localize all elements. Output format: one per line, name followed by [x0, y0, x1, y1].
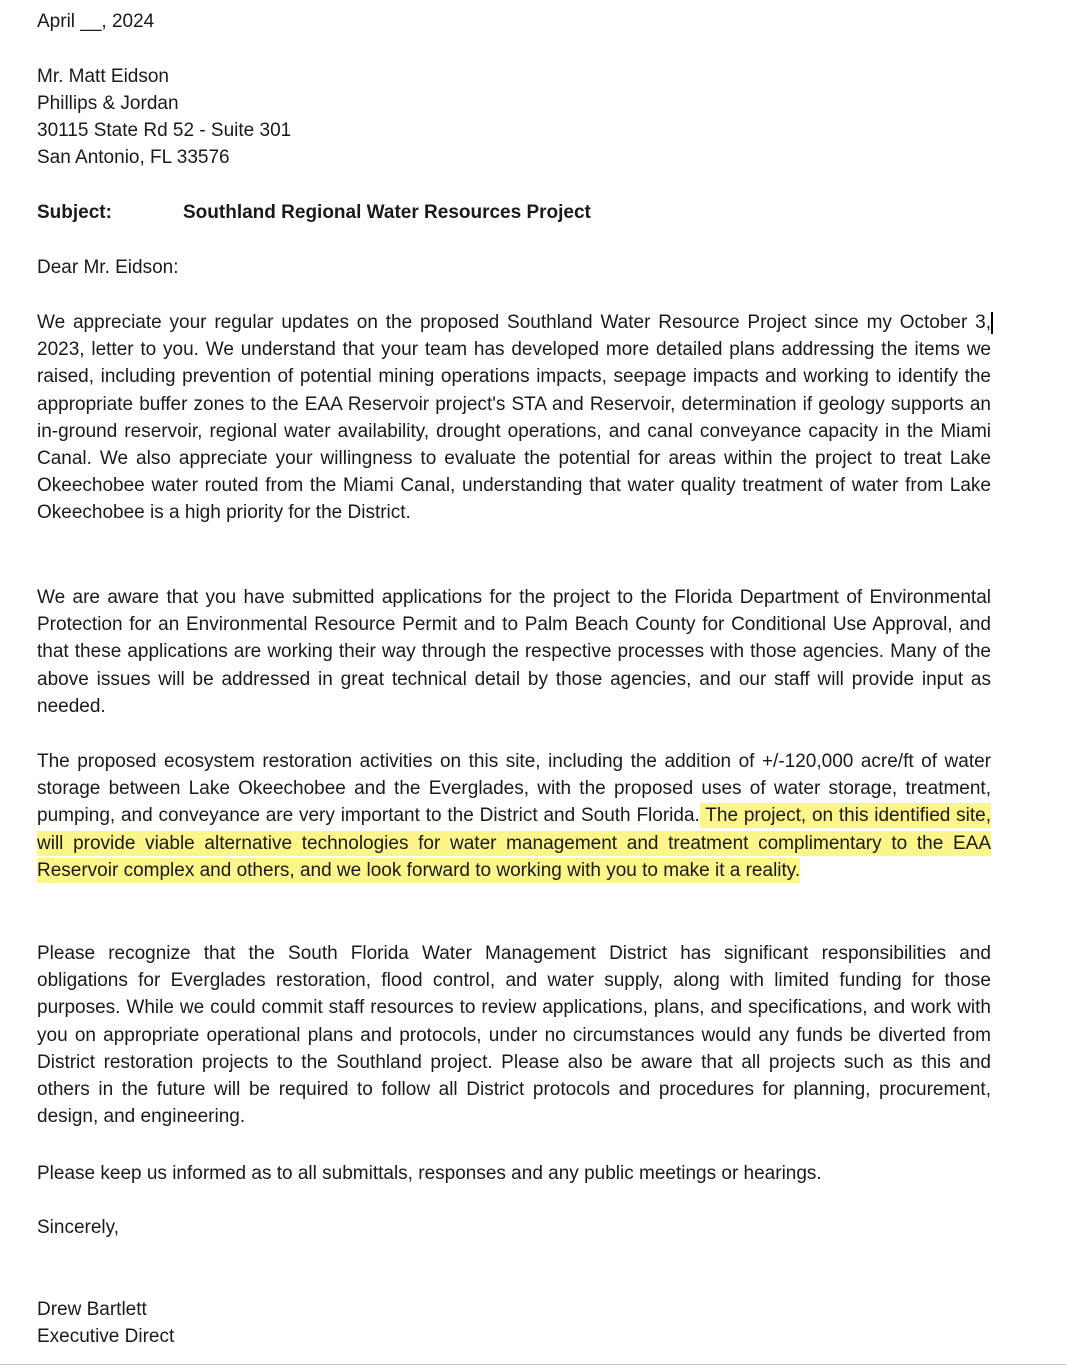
subject-label: Subject: [37, 202, 112, 223]
paragraph-3-plain-text: The proposed ecosystem restoration activities on this site, including the addition of +/-120,000 acre/ft of water storage between Lake Okeechobee and the Everglades, with the proposed uses of water storage, treatment, pumping, and conveyance are very important to the District and South Florida. [37, 751, 991, 827]
text-cursor [991, 312, 993, 334]
paragraph-2-text: We are aware that you have submitted applications for the project to the Florida Department of Environmental Protection for an Environmental Resource Permit and to Palm Beach County for Conditional Use Approval, and that these applications are working their way through the respective processes with those agencies. Many of the above issues will be addressed in great technical detail by those agencies, and our staff will provide input as needed. [37, 587, 991, 717]
closing: Sincerely, [37, 1217, 120, 1238]
highlighted-text: The project, on this identified site, will provide viable alternative technologies for water management and treatment complimentary to the EAA Reservoir complex and others, and we look forward to working with you to make it a reality. [37, 805, 991, 881]
paragraph-1-text: We appreciate your regular updates on the proposed Southland Water Resource Project since my October 3, 2023, letter to you. We understand that your team has developed more detailed plans addressing the items we raised, including prevention of potential mining operations impacts, seepage impacts and working to identify the appropriate buffer zones to the EAA Reservoir project's STA and Reservoir, determination if geology supports an in-ground reservoir, regional water availability, drought operations, and canal conveyance capacity in the Miami Canal. We also appreciate your willingness to evaluate the potential for areas within the project to treat Lake Okeechobee water routed from the Miami Canal, understanding that water quality treatment of water from Lake Okeechobee is a high priority for the District. [37, 312, 991, 524]
paragraph-3 [37, 748, 991, 884]
letter-date: April __, 2024 [37, 11, 155, 32]
recipient-street: 30115 State Rd 52 - Suite 301 [37, 120, 292, 141]
paragraph-5: Please keep us informed as to all submittals, responses and any public meetings or hearings. [37, 1163, 822, 1184]
recipient-city: San Antonio, FL 33576 [37, 147, 230, 168]
paragraph-4-text: Please recognize that the South Florida Water Management District has significant responsibilities and obligations for Everglades restoration, flood control, and water supply, along with limited funding for those purposes. While we could commit staff resources to review applications, plans, and specifications, and work with you on appropriate operational plans and protocols, under no circumstances would any funds be diverted from District restoration projects to the Southland project. Please also be aware that all projects such as this and others in the future will be required to follow all District protocols and procedures for planning, procurement, design, and engineering. [37, 943, 991, 1128]
page-bottom-divider [0, 1364, 1066, 1365]
subject-text: Southland Regional Water Resources Project [183, 202, 591, 223]
paragraph-4 [37, 940, 991, 1130]
recipient-name: Mr. Matt Eidson [37, 66, 169, 87]
paragraph-2 [37, 584, 991, 720]
signer-title: Executive Direct [37, 1326, 175, 1347]
recipient-company: Phillips & Jordan [37, 93, 179, 114]
paragraph-1 [37, 309, 991, 527]
signer-name: Drew Bartlett [37, 1299, 147, 1320]
salutation: Dear Mr. Eidson: [37, 257, 179, 278]
